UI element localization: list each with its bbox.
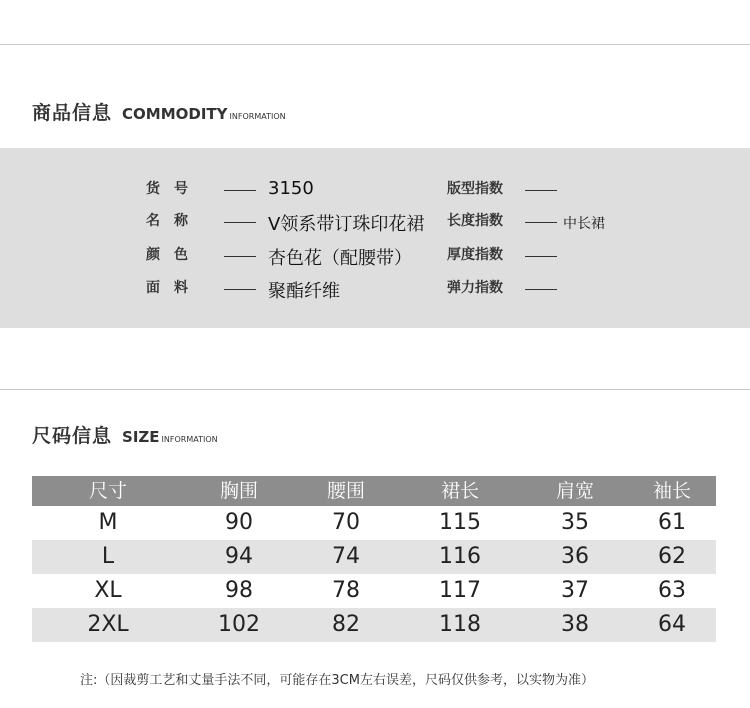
table-cell: 64 <box>658 612 686 637</box>
commodity-title-en: COMMODITY <box>122 105 228 123</box>
table-cell: XL <box>94 578 122 603</box>
info-row-color <box>0 244 750 268</box>
table-cell: 115 <box>439 510 481 535</box>
size-title-en-small: INFORMATION <box>161 435 218 444</box>
index-label: 长度指数 <box>447 213 503 229</box>
size-title-en: SIZE <box>122 428 160 446</box>
info-row-fabric <box>0 277 750 301</box>
index-dash <box>525 289 557 290</box>
table-cell: 117 <box>439 578 481 603</box>
index-label: 弹力指数 <box>447 280 503 296</box>
header-cell: 袖长 <box>652 480 691 502</box>
table-cell: 62 <box>658 544 686 569</box>
header-cell: 肩宽 <box>555 480 594 502</box>
header-cell: 胸围 <box>219 480 258 502</box>
table-cell: M <box>98 510 118 535</box>
header-cell: 尺寸 <box>88 480 127 502</box>
table-cell: 90 <box>225 510 253 535</box>
table-cell: L <box>101 544 115 569</box>
info-label: 面 料 <box>146 280 188 296</box>
index-label: 版型指数 <box>447 181 503 197</box>
table-cell: 35 <box>561 510 589 535</box>
table-cell: 82 <box>332 612 360 637</box>
table-cell: 38 <box>561 612 589 637</box>
info-dash <box>224 222 256 223</box>
header-cell: 裙长 <box>440 480 479 502</box>
info-dash <box>224 190 256 191</box>
header-cell: 腰围 <box>326 480 365 502</box>
table-cell: 2XL <box>87 612 129 637</box>
table-cell: 36 <box>561 544 589 569</box>
commodity-heading <box>32 98 286 125</box>
table-cell: 102 <box>218 612 260 637</box>
info-dash <box>224 256 256 257</box>
table-cell: 70 <box>332 510 360 535</box>
table-row <box>32 608 716 642</box>
info-row-item-number <box>0 178 750 202</box>
table-row <box>32 506 716 540</box>
table-row <box>32 540 716 574</box>
info-value: 聚酯纤维 <box>268 281 340 302</box>
info-label: 颜 色 <box>146 247 188 263</box>
index-dash <box>525 222 557 223</box>
table-cell: 74 <box>332 544 360 569</box>
table-cell: 78 <box>332 578 360 603</box>
index-value: 中长裙 <box>563 216 605 232</box>
info-value: 杏色花（配腰带） <box>268 248 412 269</box>
commodity-info-panel <box>0 148 750 328</box>
commodity-title-en-small: INFORMATION <box>229 112 286 121</box>
table-row <box>32 574 716 608</box>
table-cell: 116 <box>439 544 481 569</box>
size-title-cn: 尺码信息 <box>32 425 113 447</box>
info-value: 3150 <box>268 178 314 199</box>
table-cell: 37 <box>561 578 589 603</box>
table-cell: 118 <box>439 612 481 637</box>
info-dash <box>224 289 256 290</box>
info-row-name <box>0 210 750 234</box>
commodity-title-cn: 商品信息 <box>32 102 113 124</box>
table-cell: 98 <box>225 578 253 603</box>
middle-divider <box>0 389 750 390</box>
index-label: 厚度指数 <box>447 247 503 263</box>
index-dash <box>525 256 557 257</box>
info-value: V领系带订珠印花裙 <box>268 214 425 235</box>
info-label: 货 号 <box>146 181 188 197</box>
info-label: 名 称 <box>146 213 188 229</box>
index-dash <box>525 190 557 191</box>
size-table <box>32 476 716 642</box>
top-divider <box>0 44 750 45</box>
table-cell: 94 <box>225 544 253 569</box>
table-cell: 61 <box>658 510 686 535</box>
measurement-note: 注:（因裁剪工艺和丈量手法不同，可能存在3CM左右误差，尺码仅供参考，以实物为准） <box>80 673 594 688</box>
size-table-header <box>32 476 716 506</box>
size-heading <box>32 421 218 448</box>
table-cell: 63 <box>658 578 686 603</box>
